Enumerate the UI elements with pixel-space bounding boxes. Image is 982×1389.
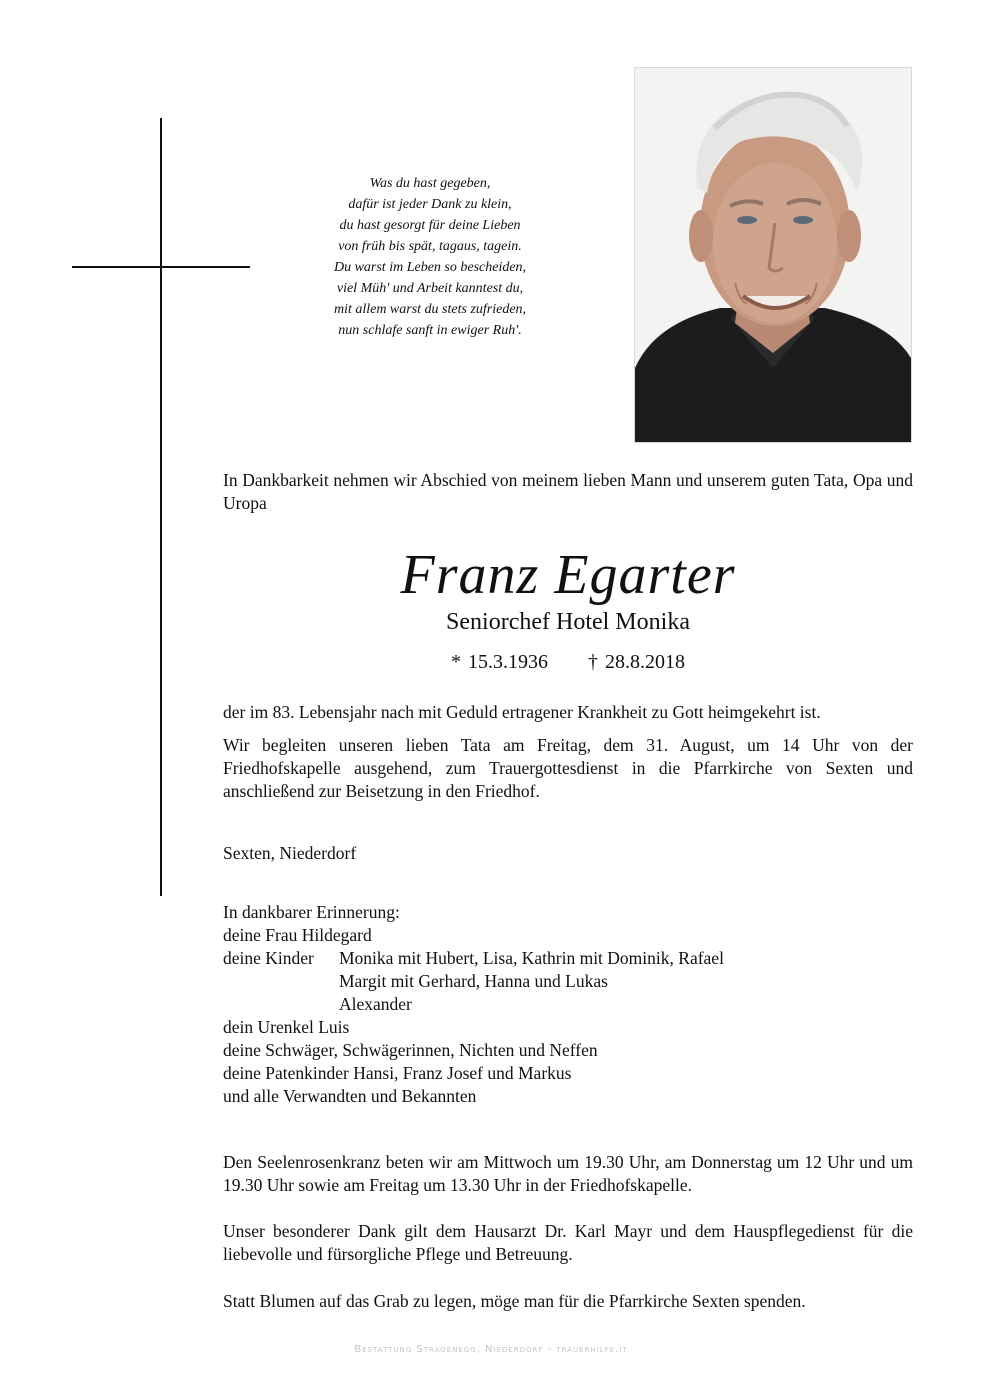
death-date: † 28.8.2018 — [588, 651, 685, 673]
memorial-poem — [300, 173, 560, 341]
mourners-heading: In dankbarer Erinnerung: — [223, 902, 400, 922]
poem-line: von früh bis spät, tagaus, tagein. — [338, 239, 522, 254]
mourner-line: und alle Verwandten und Bekannten — [223, 1086, 477, 1106]
intro-text: In Dankbarkeit nehmen wir Abschied von meinem lieben Mann und unserem guten Tata, Opa und Uropa — [223, 470, 913, 513]
children-label: deine Kinder — [223, 948, 314, 968]
children-line: Alexander — [339, 994, 412, 1014]
poem-line: mit allem warst du stets zufrieden, — [333, 302, 527, 317]
deceased-name: Franz Egarter — [400, 544, 736, 606]
birth-date: * 15.3.1936 — [451, 651, 548, 673]
poem-line: Was du hast gegeben, — [369, 176, 491, 191]
donation-notice: Statt Blumen auf das Grab zu legen, möge man für die Pfarrkirche Sexten spenden. — [223, 1291, 806, 1311]
children-line: Monika mit Hubert, Lisa, Kathrin mit Dominik, Rafael — [339, 948, 724, 968]
mourner-line: dein Urenkel Luis — [223, 1017, 350, 1037]
mourner-wife: deine Frau Hildegard — [223, 925, 372, 945]
deceased-title: Seniorchef Hotel Monika — [446, 609, 690, 635]
footer-credit: Bestattung Stragenegg, Niederdorf - trauerhilfe.it — [354, 1344, 628, 1355]
portrait-illustration — [635, 68, 911, 442]
funeral-details: Wir begleiten unseren lieben Tata am Freitag, dem 31. August, um 14 Uhr von der Friedhofskapelle ausgehend, zum Trauergottesdienst in die Pfarrkirche von Sexten und anschließend zur Beisetzung in den Friedhof. — [223, 735, 913, 801]
cross-horizontal-bar — [72, 266, 250, 268]
rosary-notice: Den Seelenrosenkranz beten wir am Mittwoch um 19.30 Uhr, am Donnerstag um 12 Uhr und um 19.30 Uhr sowie am Freitag um 13.30 Uhr in der Friedhofskapelle. — [223, 1152, 913, 1195]
poem-line: du hast gesorgt für deine Lieben — [339, 218, 521, 233]
mourner-children — [223, 947, 724, 970]
poem-line: Du warst im Leben so bescheiden, — [333, 260, 527, 275]
mourners-list — [223, 901, 724, 1108]
poem-line: dafür ist jeder Dank zu klein, — [348, 197, 512, 212]
portrait-photo — [634, 67, 912, 443]
place-line: Sexten, Niederdorf — [223, 843, 357, 863]
age-statement: der im 83. Lebensjahr nach mit Geduld ertragener Krankheit zu Gott heimgekehrt ist. — [223, 702, 821, 722]
life-dates — [223, 648, 913, 676]
mourner-line: deine Schwäger, Schwägerinnen, Nichten und Neffen — [223, 1040, 598, 1060]
poem-line: nun schlafe sanft in ewiger Ruh'. — [338, 323, 522, 338]
cross-vertical-bar — [160, 118, 162, 896]
mourner-line: deine Patenkinder Hansi, Franz Josef und Markus — [223, 1063, 572, 1083]
thanks-notice: Unser besonderer Dank gilt dem Hausarzt Dr. Karl Mayr und dem Hauspflegedienst für die liebevolle und fürsorgliche Pflege und Betreuung. — [223, 1221, 913, 1264]
poem-line: viel Müh' und Arbeit kanntest du, — [336, 281, 524, 296]
children-line: Margit mit Gerhard, Hanna und Lukas — [339, 971, 608, 991]
